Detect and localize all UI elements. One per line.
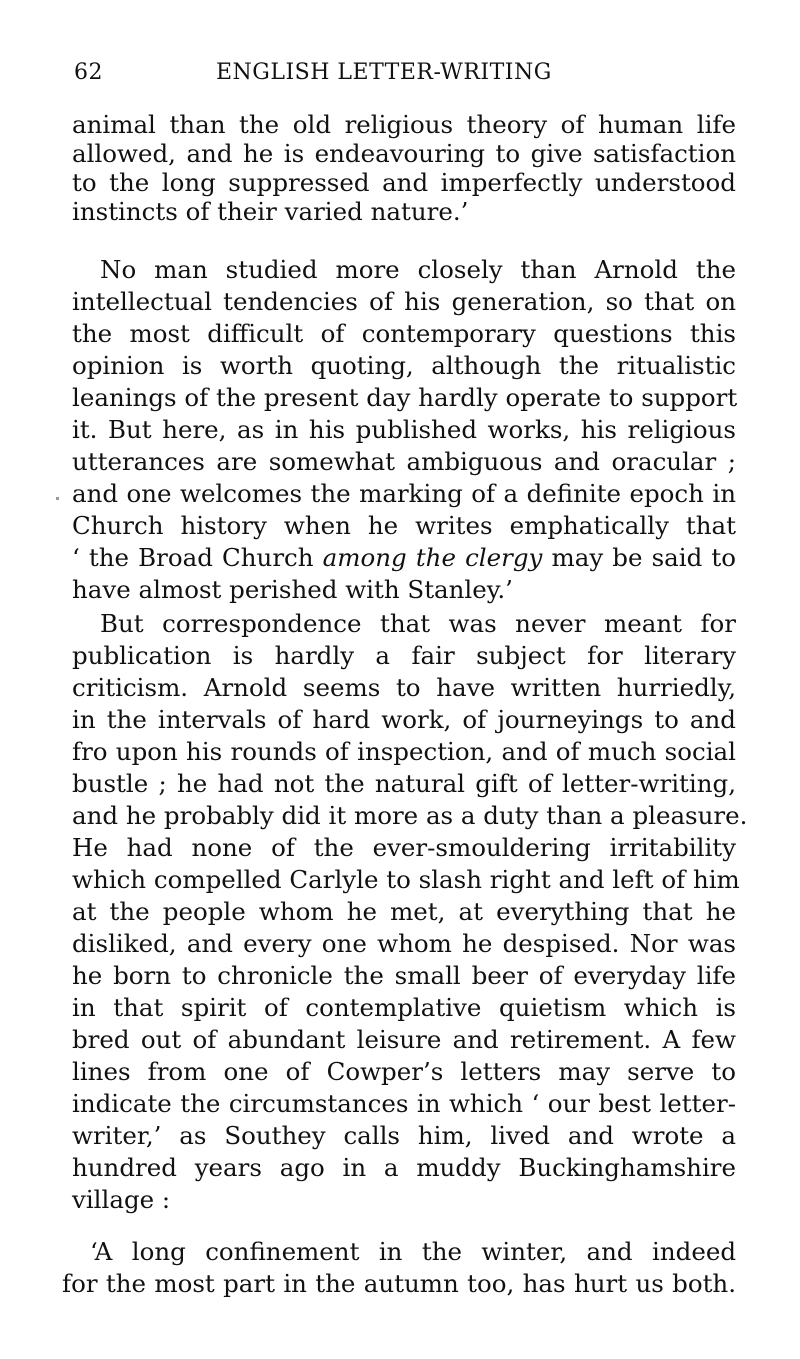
text-fragment: may be said to (542, 543, 736, 572)
paragraph-correspondence (72, 608, 748, 1216)
paragraph-continuation (72, 110, 736, 226)
text-line: utterances are somewhat ambiguous and oracular ; (72, 447, 736, 476)
paragraph-arnold (72, 254, 736, 606)
text-line: which compelled Carlyle to slash right and left of him (72, 865, 740, 894)
text-line: leanings of the present day hardly operate to support (72, 383, 738, 412)
text-line-with-italic (72, 542, 736, 574)
text-line: opinion is worth quoting, although the ritualistic (72, 351, 736, 380)
text-line: No man studied more closely than Arnold the (100, 255, 736, 284)
text-line: and he probably did it more as a duty than a pleasure. (72, 801, 748, 830)
text-line: it. But here, as in his published works, his religious (72, 415, 736, 444)
text-line: and one welcomes the marking of a definite epoch in (72, 479, 736, 508)
text-line: bred out of abundant leisure and retirement. A few (72, 1025, 736, 1054)
text-line: writer,’ as Southey calls him, lived and wrote a (72, 1121, 736, 1150)
quotation (62, 1236, 736, 1300)
text-line: village : (72, 1185, 171, 1214)
running-header (74, 60, 674, 94)
text-line: hundred years ago in a muddy Buckinghamshire (72, 1153, 736, 1182)
text-line: fro upon his rounds of inspection, and of much social (72, 737, 736, 766)
text-line: publication is hardly a fair subject for literary (72, 641, 736, 670)
text-line: the most difficult of contemporary questions this (72, 319, 736, 348)
text-line: bustle ; he had not the natural gift of letter-writing, (72, 769, 736, 798)
text-line: have almost perished with Stanley.’ (72, 575, 513, 604)
text-line: to the long suppressed and imperfectly understood (72, 168, 736, 197)
text-line: allowed, and he is endeavouring to give satisfaction (72, 139, 736, 168)
text-line: indicate the circumstances in which ‘ our best letter- (72, 1089, 736, 1118)
text-line: intellectual tendencies of his generation, so that on (72, 287, 736, 316)
text-line: instincts of their varied nature.’ (72, 197, 469, 226)
text-line: lines from one of Cowper’s letters may serve to (72, 1057, 736, 1086)
text-line: But correspondence that was never meant for (100, 609, 736, 638)
text-line: animal than the old religious theory of human life (72, 110, 736, 139)
text-line: Church history when he writes emphatically that (72, 511, 736, 540)
page-number: 62 (74, 60, 103, 85)
text-line: for the most part in the autumn too, has hurt us both. (62, 1269, 736, 1298)
text-line: he born to chronicle the small beer of everyday life (72, 961, 736, 990)
text-line: ‘A long confinement in the winter, and indeed (90, 1237, 736, 1266)
text-line: in the intervals of hard work, of journeyings to and (72, 705, 736, 734)
running-title: ENGLISH LETTER-WRITING (216, 60, 552, 85)
text-line: He had none of the ever-smouldering irritability (72, 833, 736, 862)
italic-phrase: among the clergy (322, 543, 543, 572)
text-line: criticism. Arnold seems to have written hurriedly, (72, 673, 736, 702)
text-line: disliked, and every one whom he despised. Nor was (72, 929, 736, 958)
text-line: in that spirit of contemplative quietism which is (72, 993, 736, 1022)
margin-mark (56, 497, 59, 500)
text-fragment: ‘ the Broad Church (72, 543, 323, 572)
text-line: at the people whom he met, at everything that he (72, 897, 736, 926)
